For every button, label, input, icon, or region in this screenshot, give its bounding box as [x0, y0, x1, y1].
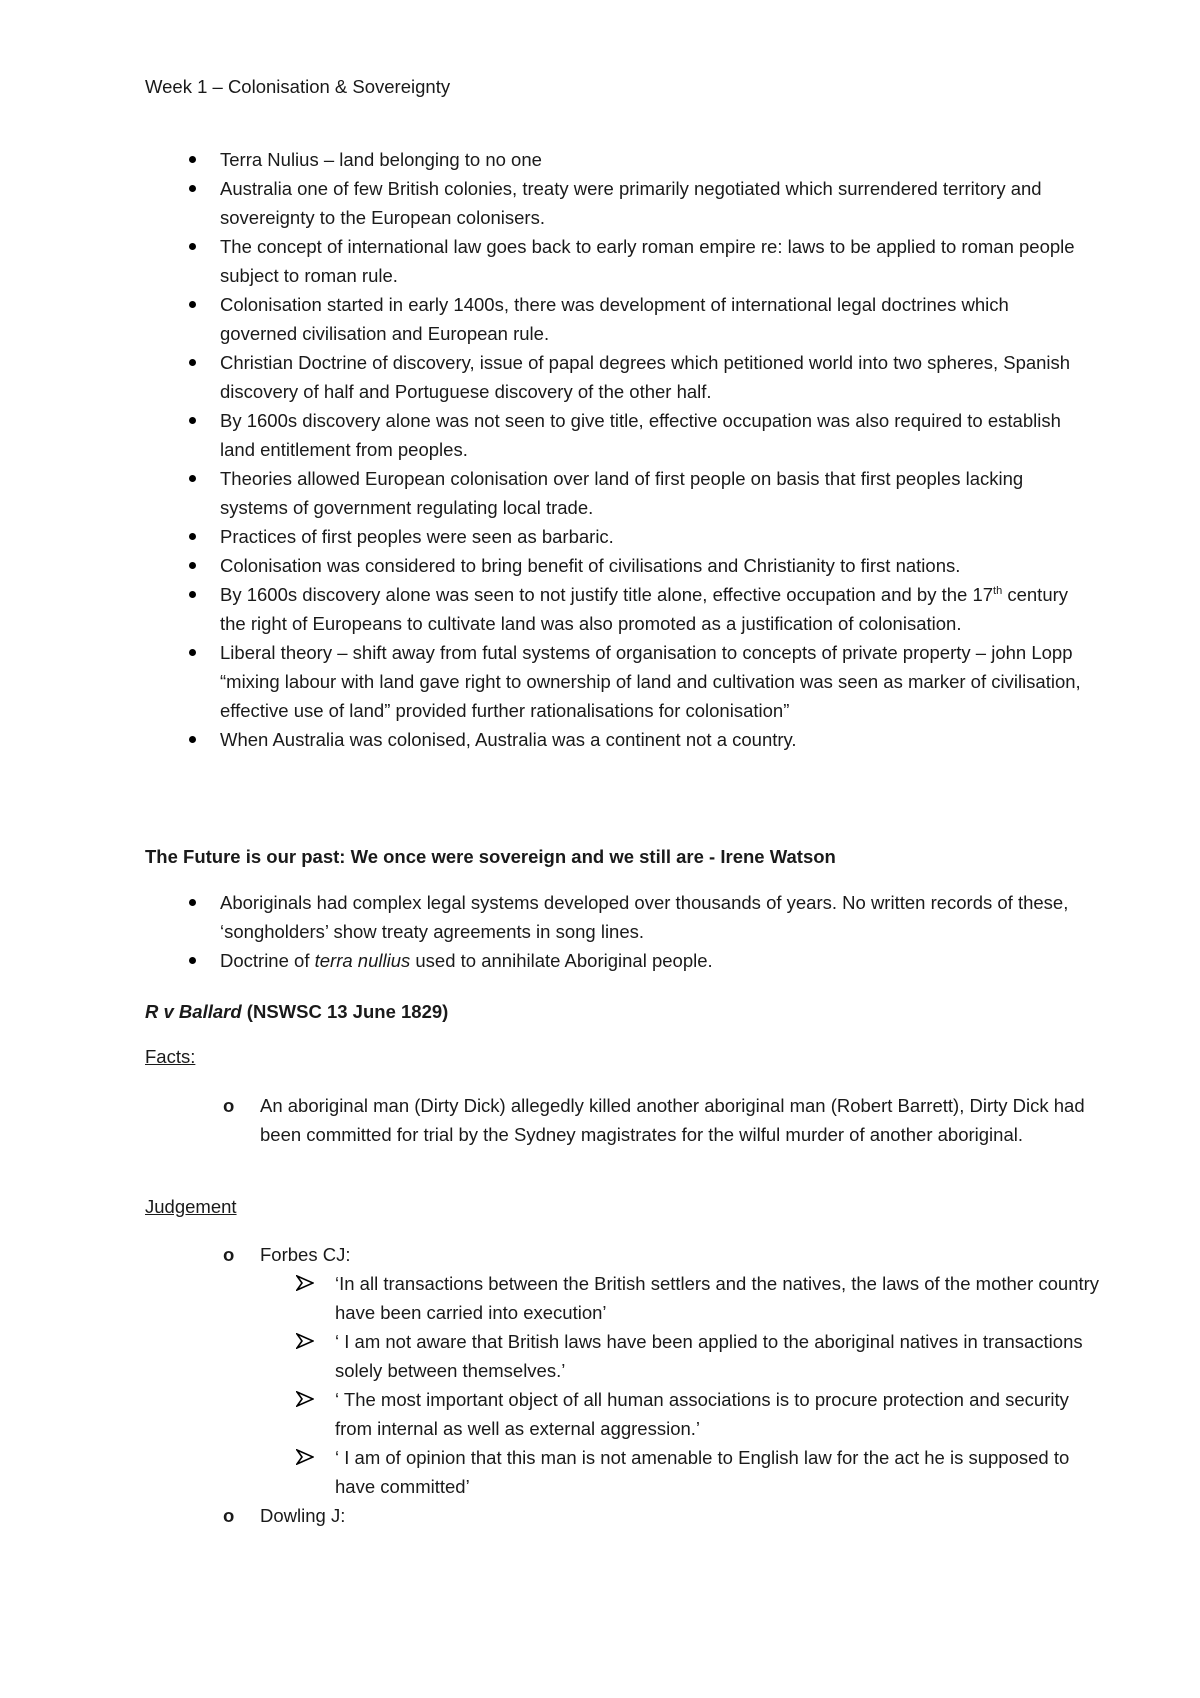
quote-text: ‘ I am of opinion that this man is not amenable to English law for the act he is supposed to have committed’ — [335, 1447, 1070, 1497]
list-item: Practices of first peoples were seen as barbaric. — [145, 522, 1085, 551]
document-title: Week 1 – Colonisation & Sovereignty — [145, 76, 451, 97]
arrow-bullet-icon — [296, 1275, 314, 1291]
list-item: By 1600s discovery alone was not seen to give title, effective occupation was also required to establish land entitlement from peoples. — [145, 406, 1085, 464]
list-item: Aboriginals had complex legal systems developed over thousands of years. No written records of these, ‘songholders’ show treaty agreements in song lines. — [145, 888, 1085, 946]
case-name: R v Ballard — [145, 1001, 242, 1022]
quote-text: ‘ I am not aware that British laws have been applied to the aboriginal natives in transactions solely between themselves.’ — [335, 1331, 1083, 1381]
list-item: Theories allowed European colonisation over land of first people on basis that first peoples lacking systems of government regulating local trade. — [145, 464, 1085, 522]
superscript: th — [993, 584, 1003, 597]
section-heading: The Future is our past: We once were sovereign and we still are - Irene Watson — [145, 846, 836, 867]
arrow-bullet-icon — [296, 1333, 314, 1349]
list-item: Australia one of few British colonies, treaty were primarily negotiated which surrendered territory and sovereignty to the European colonisers. — [145, 174, 1085, 232]
list-item — [145, 1501, 1105, 1530]
judge-name: Forbes CJ: — [260, 1244, 351, 1265]
colonisation-bullets — [145, 145, 1085, 754]
sovereignty-bullets — [145, 888, 1085, 975]
list-item-text: By 1600s discovery alone was seen to not justify title alone, effective occupation and by the 17 — [220, 584, 994, 605]
quote-item — [145, 1269, 1105, 1327]
list-item: Liberal theory – shift away from futal systems of organisation to concepts of private property – john Lopp “mixing labour with land gave right to ownership of land and cultivation was seen as marker of civilisation, effective use of land” provided further rationalisations for colonisation” — [145, 638, 1085, 725]
list-item: Christian Doctrine of discovery, issue of papal degrees which petitioned world into two spheres, Spanish discovery of half and Portuguese discovery of the other half. — [145, 348, 1085, 406]
quote-item — [145, 1385, 1105, 1443]
facts-list — [145, 1091, 1105, 1149]
list-item-text: Doctrine of — [220, 950, 315, 971]
list-item — [145, 580, 1085, 638]
circle-bullet-marker: o — [223, 1505, 235, 1526]
facts-label: Facts: — [145, 1046, 196, 1067]
circle-bullet-marker: o — [223, 1095, 235, 1116]
list-item: When Australia was colonised, Australia was a continent not a country. — [145, 725, 1085, 754]
circle-bullet-marker: o — [223, 1244, 235, 1265]
italic-term: terra nullius — [314, 950, 411, 971]
case-heading — [145, 997, 1085, 1026]
list-item — [145, 1240, 1105, 1269]
quote-text: ‘ The most important object of all human associations is to procure protection and security from internal as well as external aggression.’ — [335, 1389, 1069, 1439]
list-item — [145, 1091, 1105, 1149]
list-item-text: An aboriginal man (Dirty Dick) allegedly killed another aboriginal man (Robert Barrett), Dirty Dick had been committed for trial by the Sydney magistrates for the wilful murder of another aboriginal. — [260, 1095, 1085, 1145]
quote-text: ‘In all transactions between the British settlers and the natives, the laws of the mother country have been carried into execution’ — [335, 1273, 1100, 1323]
list-item — [145, 946, 1085, 975]
judgement-label: Judgement — [145, 1196, 237, 1217]
arrow-bullet-icon — [296, 1449, 314, 1465]
case-citation: (NSWSC 13 June 1829) — [241, 1001, 449, 1022]
judgement-list — [145, 1240, 1105, 1530]
arrow-bullet-icon — [296, 1391, 314, 1407]
list-item-text: used to annihilate Aboriginal people. — [410, 950, 713, 971]
list-item: Terra Nulius – land belonging to no one — [145, 145, 1085, 174]
quote-item — [145, 1327, 1105, 1385]
list-item: The concept of international law goes back to early roman empire re: laws to be applied to roman people subject to roman rule. — [145, 232, 1085, 290]
list-item: Colonisation started in early 1400s, there was development of international legal doctrines which governed civilisation and European rule. — [145, 290, 1085, 348]
list-item: Colonisation was considered to bring benefit of civilisations and Christianity to first nations. — [145, 551, 1085, 580]
judge-name: Dowling J: — [260, 1505, 346, 1526]
quote-item — [145, 1443, 1105, 1501]
list-item-text: century the right of Europeans to cultivate land was also promoted as a justification of colonisation. — [220, 584, 1069, 634]
